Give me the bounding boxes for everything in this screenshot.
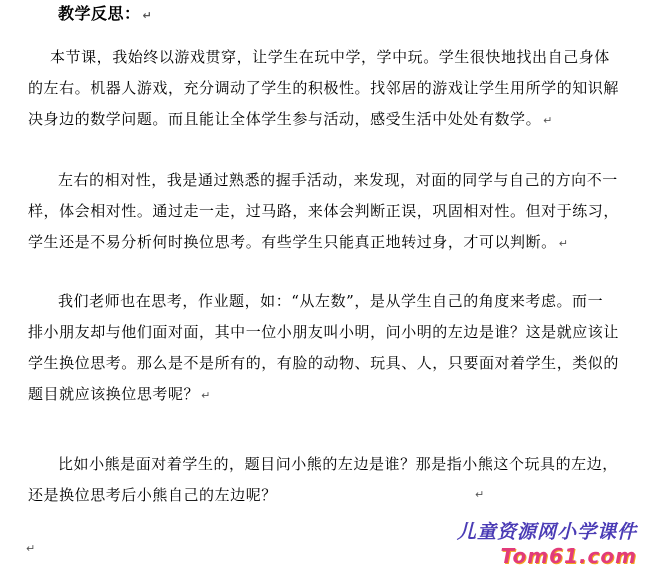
text-line: 本节课，我始终以游戏贯穿，让学生在玩中学，学中玩。学生很快地找出自己身体: [50, 48, 610, 66]
text-line: 学生换位思考。那么是不是所有的，有脸的动物、玩具、人，只要面对着学生，类似的: [28, 354, 619, 372]
text-line-content: 决身边的数学问题。而且能让全体学生参与活动，感受生活中处处有数学。: [28, 110, 542, 128]
paragraph-mark-icon: ↵: [475, 488, 485, 501]
text-line-content: 题目就应该换位思考呢？: [28, 385, 200, 403]
watermark-domain: Tom61.com: [500, 544, 637, 568]
text-line: 排小朋友却与他们面对面，其中一位小朋友叫小明，问小明的左边是谁？这是就应该让: [28, 323, 619, 341]
paragraph-3: [28, 286, 628, 411]
text-line: 的左右。机器人游戏，充分调动了学生的积极性。找邻居的游戏让学生用所学的知识解: [28, 79, 619, 97]
watermark-title: 儿童资源网小学课件: [456, 521, 637, 543]
paragraph-2: [28, 165, 628, 259]
heading-text: 教学反思：: [58, 4, 141, 23]
text-line: 左右的相对性，我是通过熟悉的握手活动，来发现，对面的同学与自己的方向不一: [58, 171, 618, 189]
text-line: [28, 104, 628, 136]
paragraph-mark-icon: ↵: [543, 114, 553, 127]
paragraph-4: [28, 449, 628, 511]
text-line: 比如小熊是面对着学生的，题目问小熊的左边是谁？那是指小熊这个玩具的左边，: [58, 455, 618, 473]
paragraph-1: [28, 42, 628, 136]
paragraph-mark-icon: ↵: [26, 542, 36, 555]
text-line: [28, 379, 628, 411]
paragraph-mark-icon: ↵: [558, 237, 569, 250]
text-line: [28, 227, 628, 259]
paragraph-mark-icon: ↵: [201, 389, 211, 402]
paragraph-mark-icon: ↵: [142, 9, 153, 22]
text-line: 我们老师也在思考，作业题，如：“从左数”，是从学生自己的角度来考虑。而一: [58, 292, 604, 310]
text-line: 样，体会相对性。通过走一走，过马路，来体会判断正误，巩固相对性。但对于练习，: [28, 202, 619, 220]
section-heading: [58, 2, 152, 28]
site-watermark: [417, 520, 637, 568]
text-line-content: 学生还是不易分析何时换位思考。有些学生只能真正地转过身，才可以判断。: [28, 233, 557, 251]
text-line: 还是换位思考后小熊自己的左边呢？: [28, 486, 277, 504]
